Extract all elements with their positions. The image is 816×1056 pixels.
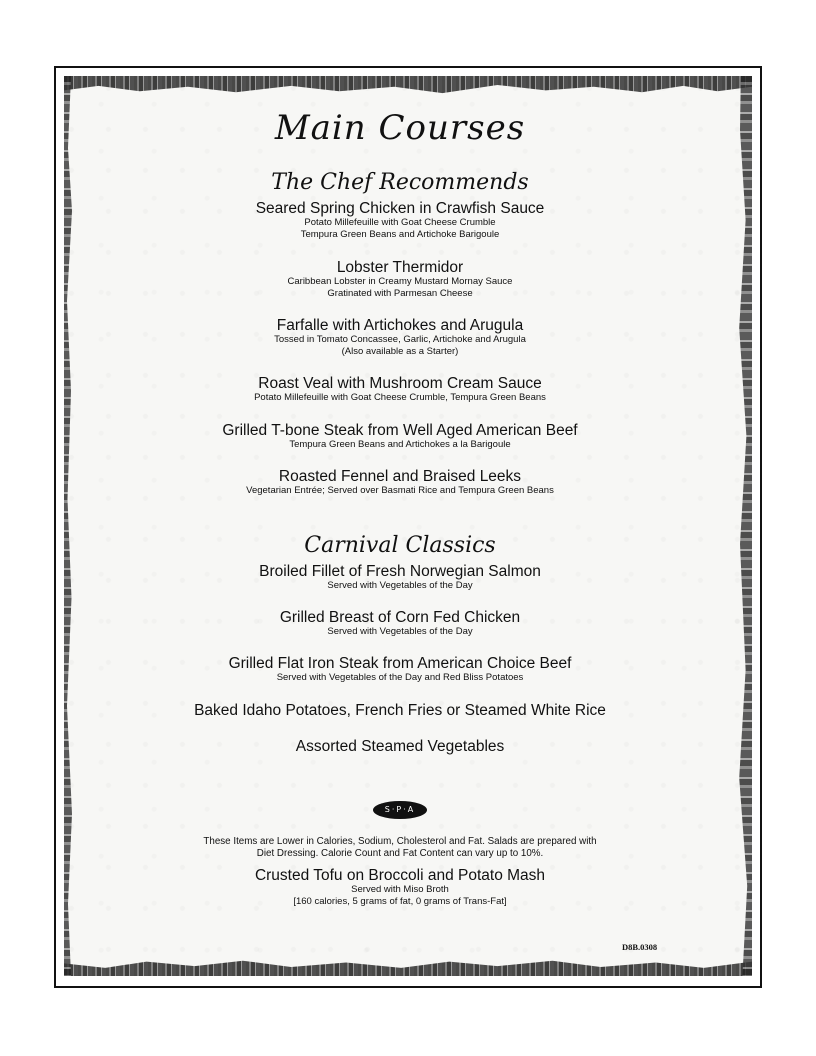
dish-description: Served with Vegetables of the Day <box>327 580 473 591</box>
dish-name: Lobster Thermidor <box>336 259 464 276</box>
section-heading-chef: The Chef Recommends <box>271 170 529 195</box>
dish-description: (Also available as a Starter) <box>341 345 459 357</box>
dish-name: Crusted Tofu on Broccoli and Potato Mash <box>254 867 546 884</box>
menu-code: D8B.0308 <box>622 942 658 952</box>
menu-item <box>100 468 700 497</box>
dish-description: Tossed in Tomato Concassee, Garlic, Artichoke and Arugula <box>274 334 526 345</box>
menu-item <box>100 317 700 357</box>
menu-item <box>100 375 700 404</box>
dish-name: Assorted Steamed Vegetables <box>295 738 505 755</box>
dish-description: Caribbean Lobster in Creamy Mustard Mornay Sauce <box>287 276 513 287</box>
dish-name: Baked Idaho Potatoes, French Fries or Steamed White Rice <box>194 702 606 719</box>
menu-item <box>100 563 700 592</box>
dish-description: Gratinated with Parmesan Cheese <box>327 287 473 299</box>
spa-logo-text: S·P·A <box>384 805 416 814</box>
menu-item <box>100 200 700 240</box>
dish-description: Tempura Green Beans and Artichokes a la Barigoule <box>289 439 511 450</box>
dish-name: Seared Spring Chicken in Crawfish Sauce <box>255 200 545 217</box>
page-title: Main Courses <box>274 108 526 148</box>
dish-name: Roast Veal with Mushroom Cream Sauce <box>258 375 542 392</box>
spa-note <box>100 836 700 860</box>
menu-item <box>100 702 700 719</box>
menu-item <box>100 609 700 638</box>
dish-name: Farfalle with Artichokes and Arugula <box>276 317 524 334</box>
dish-description: Potato Millefeuille with Goat Cheese Crumble <box>304 217 496 228</box>
dish-description: Served with Vegetables of the Day and Red Bliss Potatoes <box>276 672 524 683</box>
dish-description: Potato Millefeuille with Goat Cheese Crumble, Tempura Green Beans <box>254 392 546 403</box>
spa-note-line: These Items are Lower in Calories, Sodium, Cholesterol and Fat. Salads are prepared with <box>203 836 597 847</box>
menu-item <box>100 655 700 684</box>
dish-name: Grilled Flat Iron Steak from American Choice Beef <box>228 655 572 672</box>
menu-item <box>100 738 700 755</box>
spa-logo-icon <box>373 801 427 819</box>
dish-description: [160 calories, 5 grams of fat, 0 grams of Trans-Fat] <box>293 895 507 907</box>
menu-item <box>100 422 700 451</box>
dish-description: Tempura Green Beans and Artichoke Barigoule <box>300 228 500 240</box>
dish-name: Grilled T-bone Steak from Well Aged American Beef <box>222 422 578 439</box>
menu-item <box>100 259 700 299</box>
section-heading-classics: Carnival Classics <box>304 533 496 558</box>
dish-description: Served with Vegetables of the Day <box>327 626 473 637</box>
dish-description: Vegetarian Entrée; Served over Basmati Rice and Tempura Green Beans <box>246 485 554 496</box>
dish-name: Grilled Breast of Corn Fed Chicken <box>279 609 521 626</box>
spa-note-line: Diet Dressing. Calorie Count and Fat Content can vary up to 10%. <box>256 848 544 859</box>
dish-description: Served with Miso Broth <box>351 884 449 895</box>
dish-name: Broiled Fillet of Fresh Norwegian Salmon <box>259 563 541 580</box>
menu-item-spa <box>100 867 700 907</box>
dish-name: Roasted Fennel and Braised Leeks <box>278 468 522 485</box>
